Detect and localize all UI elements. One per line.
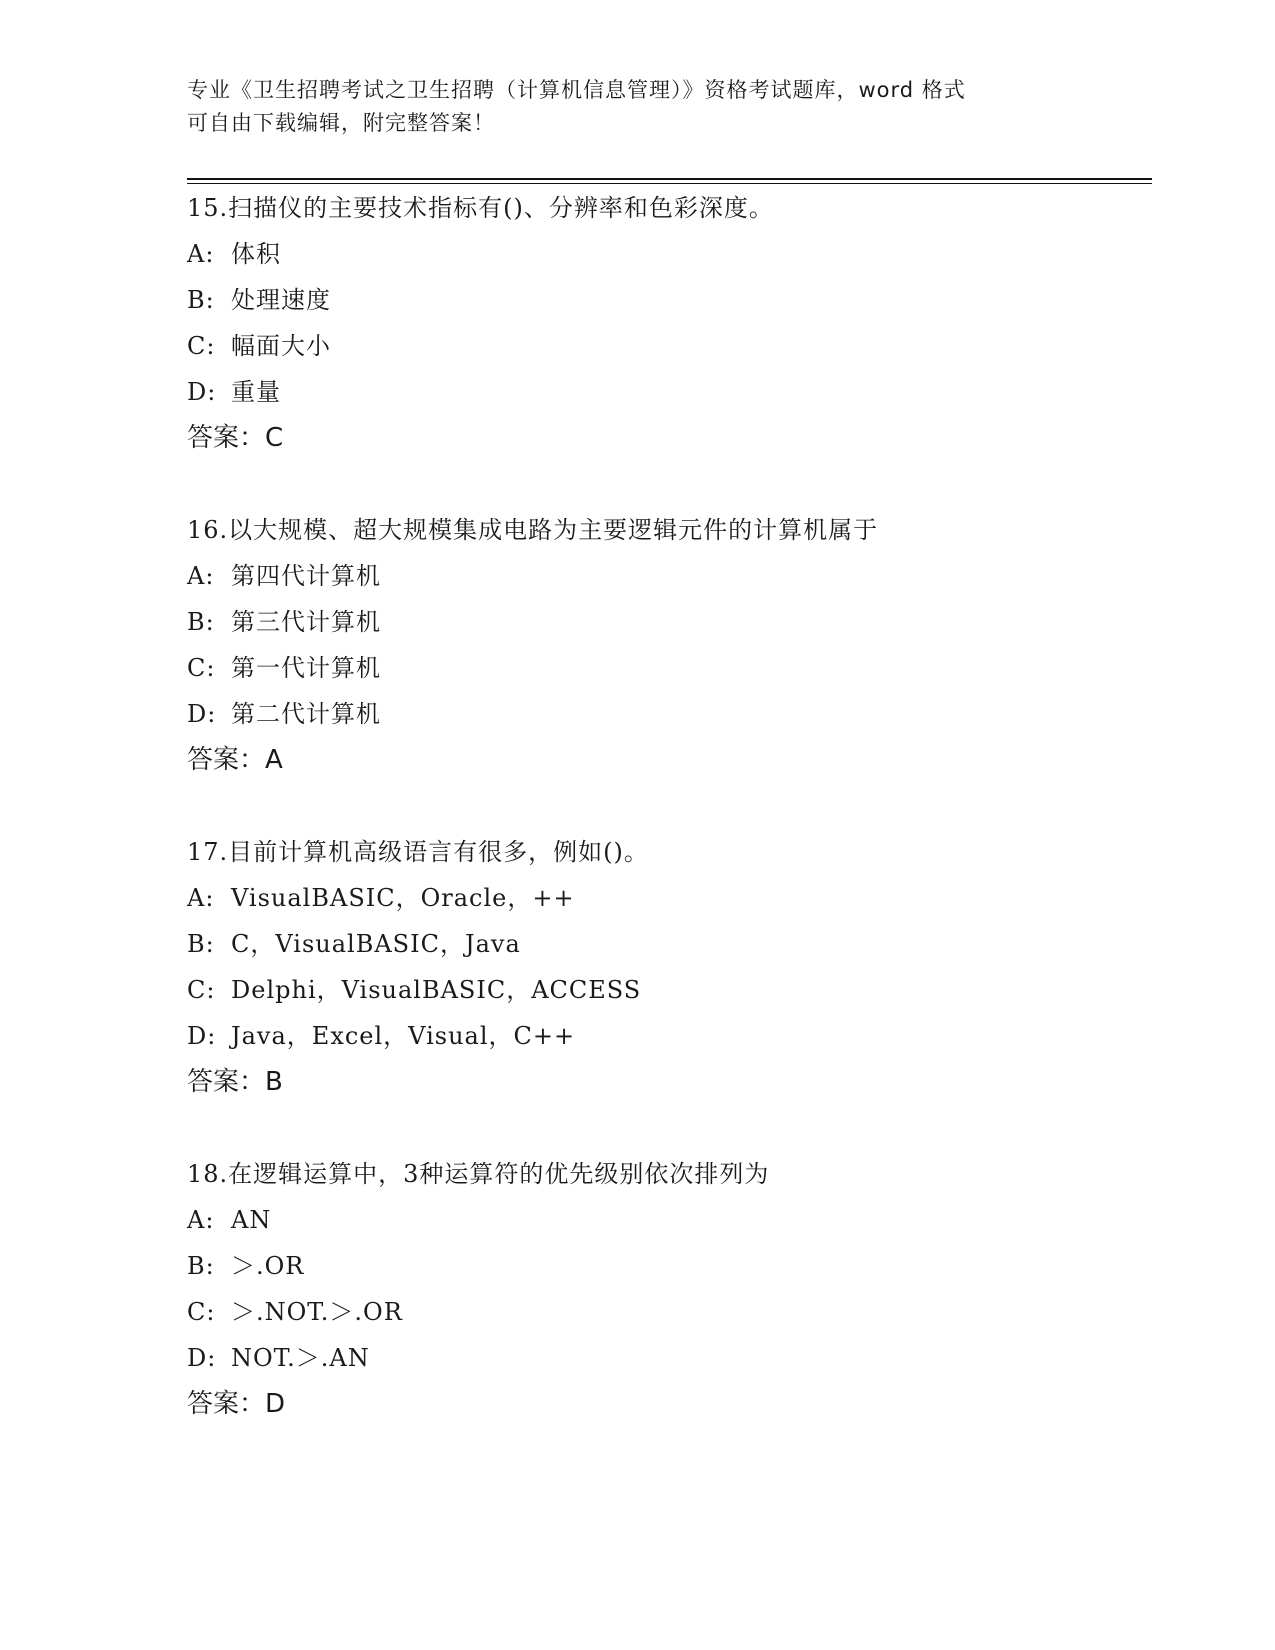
question-15: [187, 185, 1167, 461]
answer-line: 答案：B: [187, 1067, 283, 1097]
header-line-2: 可自由下载编辑，附完整答案！: [187, 111, 495, 135]
option-text: C，VisualBASIC，Java: [231, 930, 521, 958]
option-c: [187, 323, 1167, 369]
answer-line: 答案：C: [187, 423, 284, 453]
option-text: ＞.NOT.＞.OR: [231, 1298, 403, 1326]
header-divider-thick: [187, 178, 1152, 180]
option-text: AN: [231, 1206, 272, 1234]
option-label: B:: [187, 608, 215, 636]
header-divider-thin: [187, 183, 1152, 184]
option-c: [187, 967, 1167, 1013]
question-16: [187, 507, 1167, 783]
option-label: C:: [187, 976, 216, 1004]
option-a: [187, 231, 1167, 277]
question-stem: 17.目前计算机高级语言有很多，例如()。: [187, 838, 649, 866]
option-text: 第四代计算机: [231, 562, 381, 590]
header-line-1: 专业《卫生招聘考试之卫生招聘（计算机信息管理）》资格考试题库，word 格式: [187, 78, 966, 102]
document-header: [187, 74, 1087, 140]
option-text: VisualBASIC，Oracle，++: [231, 884, 575, 912]
question-stem: 15.扫描仪的主要技术指标有()、分辨率和色彩深度。: [187, 194, 774, 222]
option-b: [187, 277, 1167, 323]
option-text: 体积: [231, 240, 281, 268]
option-label: A:: [187, 884, 215, 912]
option-b: [187, 599, 1167, 645]
answer-line: 答案：A: [187, 745, 283, 775]
option-label: B:: [187, 286, 215, 314]
option-a: [187, 875, 1167, 921]
option-text: 处理速度: [231, 286, 331, 314]
option-d: [187, 1013, 1167, 1059]
option-label: D:: [187, 1022, 217, 1050]
option-text: 幅面大小: [231, 332, 331, 360]
option-d: [187, 1335, 1167, 1381]
option-text: 第二代计算机: [231, 700, 381, 728]
option-d: [187, 691, 1167, 737]
option-label: C:: [187, 654, 216, 682]
option-label: C:: [187, 332, 216, 360]
question-stem: 18.在逻辑运算中，3种运算符的优先级别依次排列为: [187, 1160, 770, 1188]
option-label: A:: [187, 1206, 215, 1234]
option-c: [187, 645, 1167, 691]
option-label: A:: [187, 562, 215, 590]
option-c: [187, 1289, 1167, 1335]
option-label: D:: [187, 1344, 217, 1372]
option-text: 重量: [231, 378, 281, 406]
option-text: Java，Excel，Visual，C++: [231, 1022, 576, 1050]
option-label: D:: [187, 700, 217, 728]
question-18: [187, 1151, 1167, 1427]
option-label: C:: [187, 1298, 216, 1326]
question-stem: 16.以大规模、超大规模集成电路为主要逻辑元件的计算机属于: [187, 516, 879, 544]
option-text: NOT.＞.AN: [231, 1344, 370, 1372]
option-a: [187, 553, 1167, 599]
option-label: A:: [187, 240, 215, 268]
option-text: ＞.OR: [231, 1252, 305, 1280]
answer-line: 答案：D: [187, 1389, 286, 1419]
option-text: Delphi，VisualBASIC，ACCESS: [231, 976, 642, 1004]
option-a: [187, 1197, 1167, 1243]
question-17: [187, 829, 1167, 1105]
option-label: D:: [187, 378, 217, 406]
option-d: [187, 369, 1167, 415]
option-label: B:: [187, 1252, 215, 1280]
option-b: [187, 1243, 1167, 1289]
option-text: 第一代计算机: [231, 654, 381, 682]
option-text: 第三代计算机: [231, 608, 381, 636]
option-label: B:: [187, 930, 215, 958]
option-b: [187, 921, 1167, 967]
